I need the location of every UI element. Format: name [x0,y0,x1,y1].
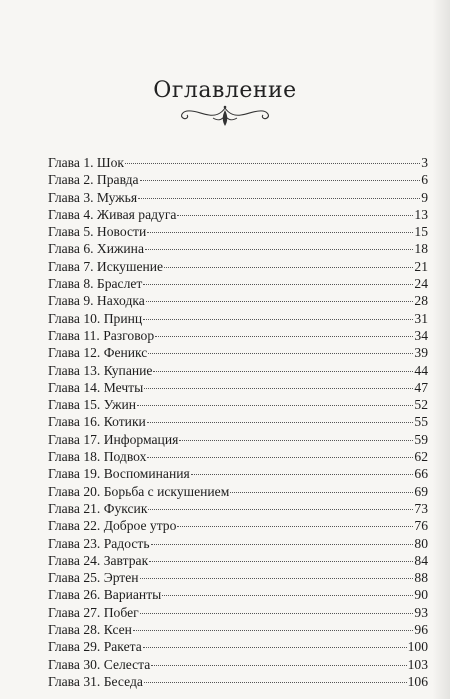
toc-entry-label: Глава 10. Принц [48,310,143,326]
dot-leader [144,682,407,683]
scroll-ornament-icon [175,104,275,130]
dot-leader [164,267,413,268]
dot-leader [147,232,413,233]
toc-entry-page: 103 [407,656,428,672]
dot-leader [153,371,413,372]
toc-entry-page: 39 [414,345,428,361]
toc-entry [48,621,428,638]
toc-entry [48,171,428,188]
toc-entry-label: Глава 23. Радость [48,535,150,551]
toc-entry-label: Глава 18. Подвох [48,449,147,465]
toc-entry-label: Глава 12. Феникс [48,345,148,361]
toc-entry-page: 24 [414,276,428,292]
toc-entry-page: 73 [414,500,428,516]
toc-entry [48,362,428,379]
toc-entry-page: 6 [421,172,428,188]
toc-entry [48,517,428,534]
dot-leader [125,163,420,164]
toc-entry-page: 93 [414,604,428,620]
dot-leader [148,353,413,354]
dot-leader [155,336,413,337]
dot-leader [146,301,414,302]
dot-leader [191,474,414,475]
dot-leader [144,388,413,389]
toc-entry [48,189,428,206]
toc-entry-page: 3 [421,155,428,170]
dot-leader [179,440,413,441]
toc-entry-page: 52 [414,397,428,413]
toc-entry-page: 13 [414,206,428,222]
toc-entry-page: 21 [414,258,428,274]
toc-entry-label: Глава 5. Новости [48,224,147,240]
toc-entry [48,327,428,344]
dot-leader [149,561,413,562]
dot-leader [177,526,413,527]
dot-leader [143,319,413,320]
toc-entry-page: 80 [414,535,428,551]
toc-entry [48,483,428,500]
dot-leader [145,249,413,250]
toc-entry [48,275,428,292]
dot-leader [147,457,413,458]
dot-leader [140,180,421,181]
toc-entry [48,535,428,552]
toc-entry-page: 28 [414,293,428,309]
toc-entry-page: 9 [421,189,428,205]
table-of-contents [48,154,428,690]
toc-entry-label: Глава 15. Ужин [48,397,137,413]
toc-entry [48,552,428,569]
toc-entry-label: Глава 17. Информация [48,431,179,447]
dot-leader [151,665,406,666]
toc-entry-label: Глава 1. Шок [48,155,125,170]
toc-entry-label: Глава 28. Ксен [48,622,132,638]
toc-entry-label: Глава 13. Купание [48,362,153,378]
toc-entry-label: Глава 30. Селеста [48,656,151,672]
dot-leader [162,595,413,596]
dot-leader [230,492,413,493]
toc-entry-page: 66 [414,466,428,482]
toc-entry-label: Глава 9. Находка [48,293,145,309]
toc-entry-label: Глава 21. Фуксик [48,500,148,516]
toc-entry [48,344,428,361]
toc-entry-label: Глава 4. Живая радуга [48,206,177,222]
toc-entry [48,206,428,223]
toc-entry [48,413,428,430]
toc-entry-label: Глава 25. Эртен [48,570,139,586]
toc-entry-page: 47 [414,379,428,395]
toc-entry-label: Глава 6. Хижина [48,241,144,257]
toc-entry-page: 31 [414,310,428,326]
toc-entry-page: 59 [414,431,428,447]
toc-entry [48,310,428,327]
toc-entry [48,638,428,655]
dot-leader [143,284,413,285]
toc-entry [48,431,428,448]
toc-entry [48,240,428,257]
toc-entry-page: 76 [414,518,428,534]
toc-entry-label: Глава 8. Браслет [48,276,143,292]
page-title: Оглавление [153,78,297,103]
toc-entry-page: 88 [414,570,428,586]
toc-entry-label: Глава 29. Ракета [48,639,142,655]
toc-entry [48,465,428,482]
toc-entry-label: Глава 14. Мечты [48,379,144,395]
dot-leader [140,613,414,614]
toc-entry-page: 106 [407,673,428,689]
toc-entry-page: 15 [414,224,428,240]
toc-entry [48,154,428,171]
toc-entry [48,223,428,240]
toc-entry-label: Глава 26. Варианты [48,587,162,603]
toc-entry-label: Глава 11. Разговор [48,327,155,343]
toc-entry-label: Глава 20. Борьба с искушением [48,483,230,499]
page-edge-shadow [432,0,450,699]
toc-entry [48,569,428,586]
toc-entry-page: 44 [414,362,428,378]
toc-entry [48,500,428,517]
toc-entry-page: 55 [414,414,428,430]
toc-entry [48,292,428,309]
dot-leader [140,578,414,579]
toc-entry-label: Глава 16. Котики [48,414,146,430]
dot-leader [138,198,420,199]
dot-leader [177,215,413,216]
toc-entry-label: Глава 2. Правда [48,172,139,188]
toc-entry-page: 18 [414,241,428,257]
toc-entry [48,448,428,465]
toc-entry-label: Глава 19. Воспоминания [48,466,190,482]
toc-entry-label: Глава 22. Доброе утро [48,518,177,534]
toc-entry-label: Глава 3. Мужья [48,189,138,205]
toc-entry [48,604,428,621]
toc-entry [48,258,428,275]
toc-entry [48,673,428,690]
toc-entry-label: Глава 27. Побег [48,604,139,620]
toc-entry-label: Глава 31. Беседа [48,673,143,689]
dot-leader [148,509,413,510]
toc-entry [48,656,428,673]
toc-entry-page: 84 [414,552,428,568]
toc-entry-label: Глава 24. Завтрак [48,552,149,568]
toc-entry [48,396,428,413]
toc-entry [48,586,428,603]
dot-leader [143,647,407,648]
dot-leader [137,405,413,406]
toc-entry-page: 90 [414,587,428,603]
toc-entry [48,379,428,396]
toc-entry-page: 96 [414,622,428,638]
toc-entry-page: 62 [414,449,428,465]
dot-leader [147,422,414,423]
toc-entry-label: Глава 7. Искушение [48,258,164,274]
toc-entry-page: 34 [414,327,428,343]
dot-leader [151,544,414,545]
toc-entry-page: 69 [414,483,428,499]
dot-leader [133,630,413,631]
toc-entry-page: 100 [407,639,428,655]
